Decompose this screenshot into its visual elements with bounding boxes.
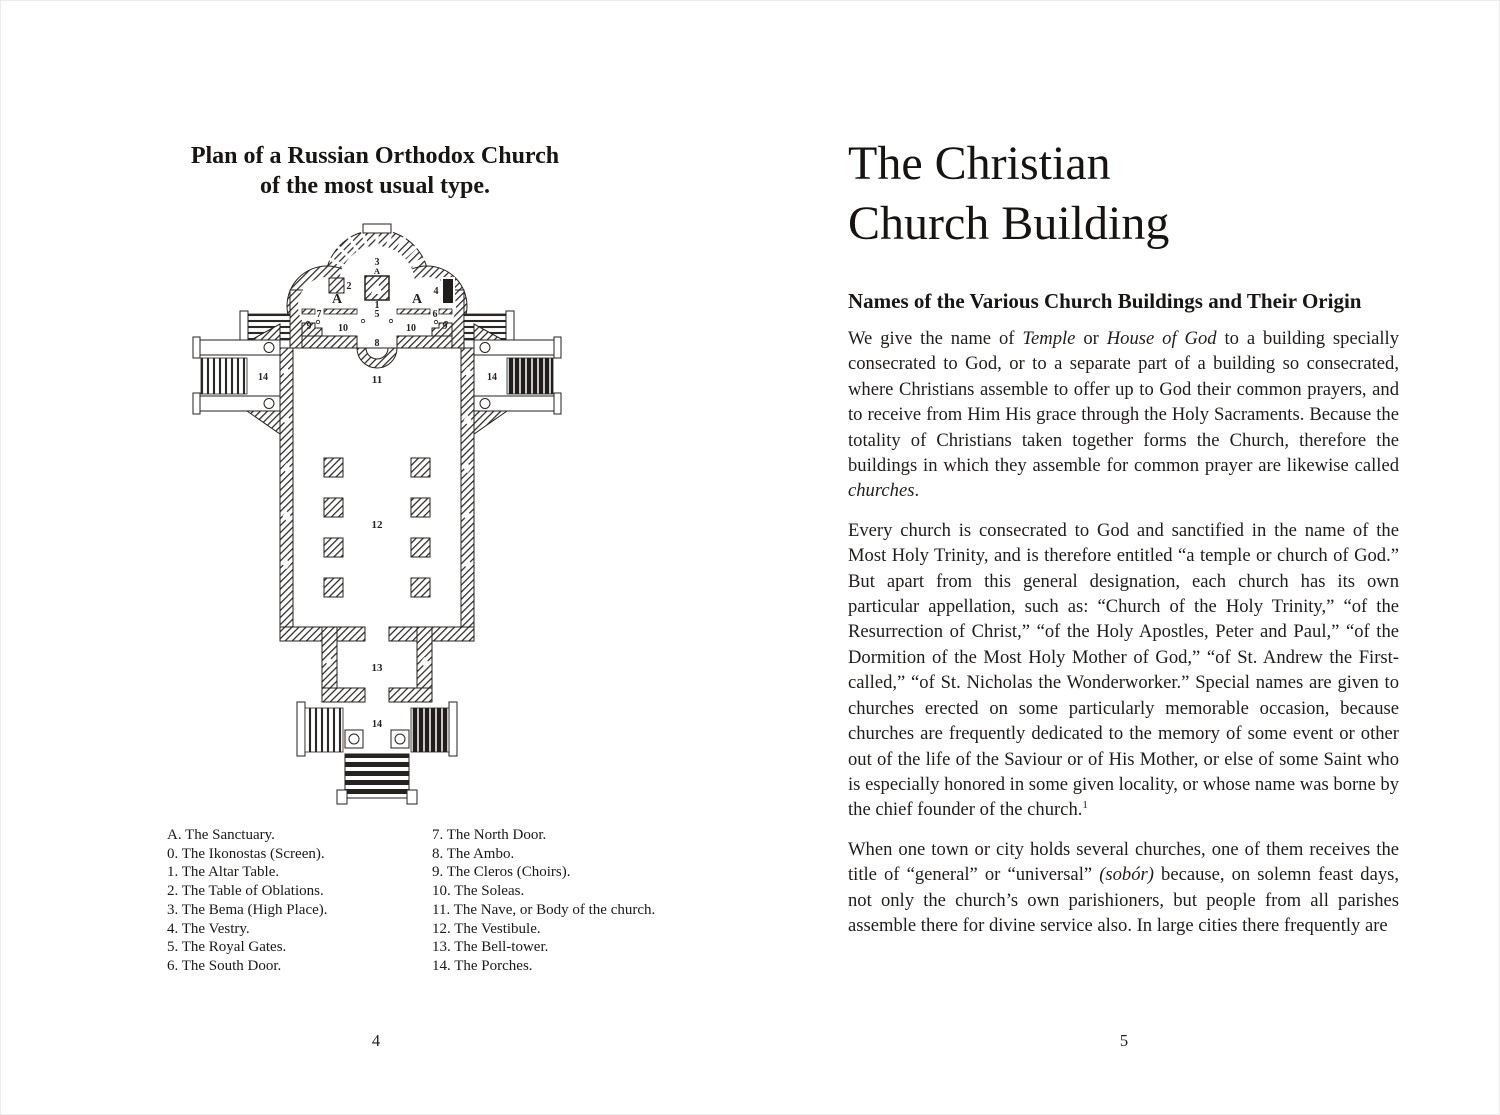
plan-label-a-right: A xyxy=(411,292,423,307)
legend-item: 9. The Cleros (Choirs). xyxy=(432,864,571,881)
legend-item: 10. The Soleas. xyxy=(432,883,525,900)
plan-label-bell-tower: 13 xyxy=(371,662,383,674)
plan-label-vestry: 4 xyxy=(433,286,439,297)
page-number-left: 4 xyxy=(371,1031,381,1050)
plan-label-cleros-right: 9 xyxy=(442,321,448,332)
chapter-title-line1: The Christian xyxy=(848,137,1111,190)
paragraph: We give the name of Temple or House of God to a building specially consecrated to God, or to a separate part of a building so consecrated, where Christians assemble to offer up to God their common prayers, and to receive from Him His grace through the Holy Sacraments. Because the totality of Christians taken together forms the Church, therefore the buildings in which they assemble for common prayer are likewise called churches. xyxy=(848,328,1399,502)
plan-label-cleros-left: 9 xyxy=(306,321,312,332)
plan-label-oblations: 2 xyxy=(346,281,352,292)
plan-label-soleas-left: 10 xyxy=(338,323,348,334)
paragraph: Every church is consecrated to God and sanctified in the name of the Most Holy Trinity, and is therefore entitled “a temple or church of God.” But apart from this general designation, each church has its own particular appellation, such as: “Church of the Holy Trinity,” “of the Resurrection of Christ,” “of the Holy Apostles, Peter and Paul,” “of the Dormition of the Most Holy Mother of God,” “of St. Andrew the First-called,” “of St. Nicholas the Wonderworker.” Special names are given to churches erected on some particularly memorable occasion, because churches are frequently dedicated to the memory of some event or other out of the life of the Saviour or of His Mother, or else of some Saint who is especially honored in some given locality, or whose name was borne by the chief founder of the church.$^1$ xyxy=(848,519,1399,821)
plan-label-vestibule: 12 xyxy=(371,519,383,531)
plan-label-nave: 11 xyxy=(371,374,383,386)
plan-label-altar-a: A xyxy=(373,266,381,276)
figure-title xyxy=(115,141,635,201)
plan-label-porch-right: 14 xyxy=(487,372,497,383)
legend-column-left xyxy=(167,826,328,976)
chapter-title xyxy=(848,134,1418,254)
figure-title-line1: Plan of a Russian Orthodox Church xyxy=(190,143,560,169)
plan-label-bema: 3 xyxy=(374,257,380,268)
church-floor-plan-svg xyxy=(187,222,563,807)
plan-label-royal-gates: 5 xyxy=(374,309,380,320)
legend-item: 3. The Bema (High Place). xyxy=(167,901,328,918)
legend-item: 0. The Ikonostas (Screen). xyxy=(167,845,325,862)
legend-column-right xyxy=(432,826,655,976)
plan-label-north-door: 7 xyxy=(316,309,322,320)
plan-label-altar: 1 xyxy=(374,300,380,311)
church-floor-plan xyxy=(187,222,563,807)
legend-item: 8. The Ambo. xyxy=(432,845,515,862)
chapter-title-line2: Church Building xyxy=(848,197,1170,250)
page-number-right: 5 xyxy=(1119,1031,1129,1050)
legend-item: 7. The North Door. xyxy=(432,827,547,843)
legend-item: 6. The South Door. xyxy=(167,957,282,974)
paragraph: When one town or city holds several churches, one of them receives the title of “general” or “universal” (sobór) because, on solemn feast days, not only the church’s own parishioners, but people from all parishes assemble there for divine service also. In large cities there frequently are xyxy=(848,838,1399,936)
legend-item: A. The Sanctuary. xyxy=(167,827,275,843)
plan-label-ambo: 8 xyxy=(374,338,380,349)
legend-item: 14. The Porches. xyxy=(432,957,533,974)
plan-label-south-door: 6 xyxy=(432,309,438,320)
legend-item: 12. The Vestibule. xyxy=(432,920,541,937)
plan-label-a-left: A xyxy=(331,292,343,307)
legend-item: 2. The Table of Oblations. xyxy=(167,883,324,900)
legend-item: 1. The Altar Table. xyxy=(167,864,280,881)
legend-item: 11. The Nave, or Body of the church. xyxy=(432,901,656,918)
section-heading: Names of the Various Church Buildings and Their Origin xyxy=(848,289,1362,313)
plan-label-porch-bottom: 14 xyxy=(372,719,382,730)
legend-item: 4. The Vestry. xyxy=(167,920,250,937)
plan-label-porch-left: 14 xyxy=(258,372,268,383)
plan-label-soleas-right: 10 xyxy=(406,323,416,334)
legend-item: 5. The Royal Gates. xyxy=(167,939,287,956)
body-text xyxy=(848,326,1399,952)
legend-item: 13. The Bell-tower. xyxy=(432,939,549,956)
figure-title-line2: of the most usual type. xyxy=(259,173,490,199)
